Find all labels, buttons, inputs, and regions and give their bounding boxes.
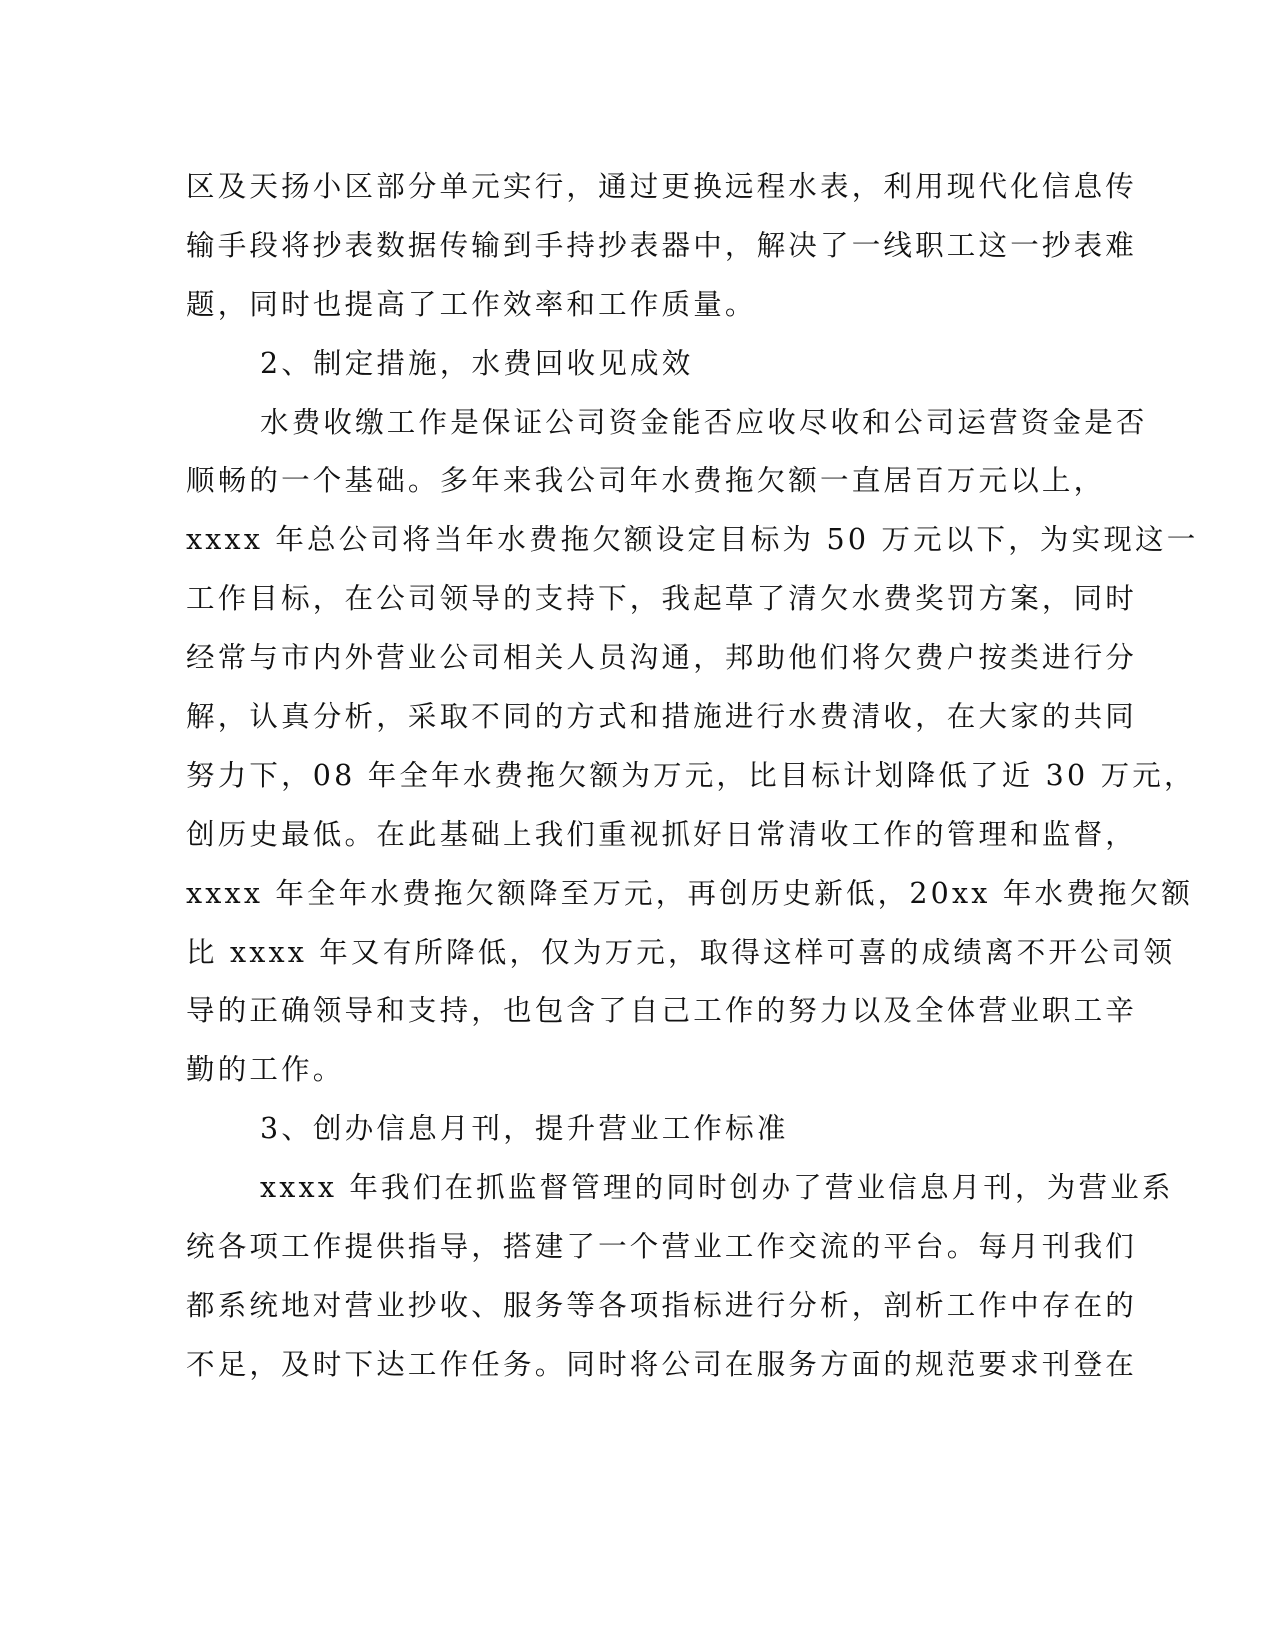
text-line: 导的正确领导和支持，也包含了自己工作的努力以及全体营业职工辛 [186, 994, 1138, 1028]
text-line: 题，同时也提高了工作效率和工作质量。 [186, 287, 757, 321]
text-line: 不足，及时下达工作任务。同时将公司在服务方面的规范要求刊登在 [186, 1347, 1138, 1381]
text-line: 解，认真分析，采取不同的方式和措施进行水费清收，在大家的共同 [186, 700, 1138, 734]
text-line: xxxx 年全年水费拖欠额降至万元，再创历史新低，20xx 年水费拖欠额 [186, 876, 1194, 910]
text-line: 都系统地对营业抄收、服务等各项指标进行分析，剖析工作中存在的 [186, 1288, 1138, 1322]
text-line: 努力下，08 年全年水费拖欠额为万元，比目标计划降低了近 30 万元， [186, 758, 1196, 792]
text-line: 比 xxxx 年又有所降低，仅为万元，取得这样可喜的成绩离不开公司领 [186, 935, 1176, 969]
text-line: 输手段将抄表数据传输到手持抄表器中，解决了一线职工这一抄表难 [186, 228, 1138, 262]
paragraph-first-line: 水费收缴工作是保证公司资金能否应收尽收和公司运营资金是否 [260, 405, 1148, 439]
text-line: 统各项工作提供指导，搭建了一个营业工作交流的平台。每月刊我们 [186, 1230, 1138, 1264]
text-line: 创历史最低。在此基础上我们重视抓好日常清收工作的管理和监督， [186, 817, 1138, 851]
text-line: 顺畅的一个基础。多年来我公司年水费拖欠额一直居百万元以上， [186, 464, 1106, 498]
text-line: 工作目标，在公司领导的支持下，我起草了清欠水费奖罚方案，同时 [186, 582, 1138, 616]
text-line: 经常与市内外营业公司相关人员沟通，邦助他们将欠费户按类进行分 [186, 641, 1138, 675]
text-line: 勤的工作。 [186, 1053, 345, 1087]
document-body [186, 158, 1199, 1395]
section-heading: 3、创办信息月刊，提升营业工作标准 [260, 1112, 789, 1146]
section-heading: 2、制定措施，水费回收见成效 [260, 346, 694, 380]
text-line: 区及天扬小区部分单元实行，通过更换远程水表，利用现代化信息传 [186, 170, 1138, 203]
text-line: xxxx 年总公司将当年水费拖欠额设定目标为 50 万元以下，为实现这一 [186, 523, 1199, 557]
paragraph-first-line: xxxx 年我们在抓监督管理的同时创办了营业信息月刊，为营业系 [260, 1171, 1174, 1205]
